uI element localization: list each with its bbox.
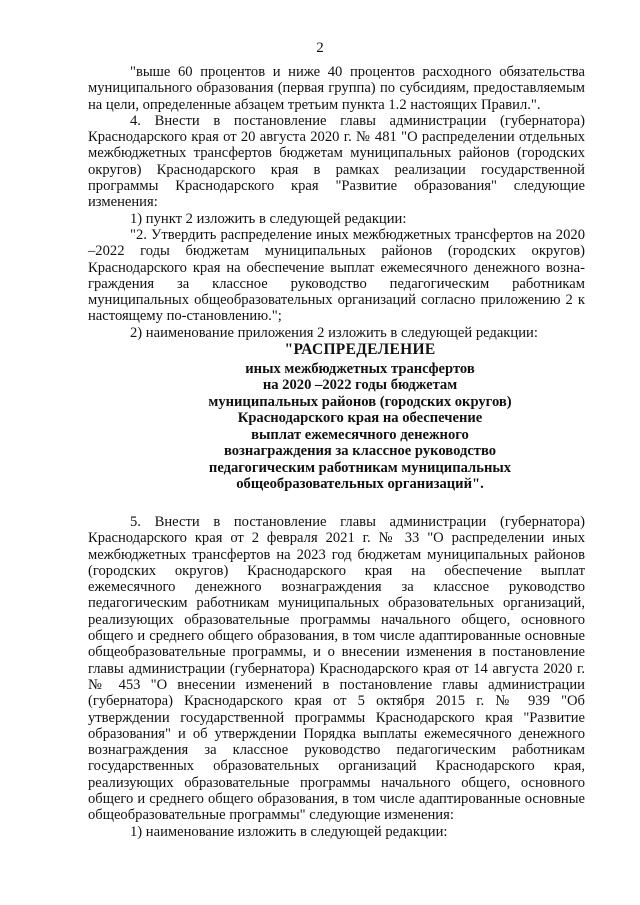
appendix-title <box>150 342 570 493</box>
paragraph-quote-end: "выше 60 процентов и ниже 40 процентов расходного обязательства муниципального образования (первая группа) по субсидиям, предоставляемым на цели, определенные абзацем третьим пункта 1.2 настоящих Правил.". <box>88 64 585 113</box>
appendix-title-line: иных межбюджетных трансфертов <box>245 360 475 377</box>
appendix-title-line: муниципальных районов (городских округов) <box>208 393 512 410</box>
appendix-title-line: педагогическим работникам муниципальных <box>208 459 512 476</box>
text-block-top <box>88 64 585 341</box>
paragraph-item-4: 4. Внести в постановление главы администрации (губернатора) Краснодарского края от 20 августа 2020 г. № 481 "О распределении отдельных межбюджетных трансфертов бюджетам муниципальных районов (городских округов) Краснодарского края в рамках реализации государственной программы Краснодарского края "Развитие образования" следующие изменения: <box>88 112 585 211</box>
appendix-title-line: на 2020 –2022 годы бюджетам <box>262 377 458 393</box>
paragraph-item-5: 5. Внести в постановление главы администрации (губернатора) Краснодарского края от 2 февраля 2021 г. № 33 "О распределении иных межбюджетных трансфертов на 2023 год бюджетам муниципальных районов (городских округов) Краснодарского края на обеспечение выплат ежемесячного денежного вознаграждения за классное руководство педагогическим работникам муниципальных образовательных организаций, реализующих образовательные программы начального общего, основного общего и среднего общего образования, в том числе адаптированные основные общеобразовательные программы, и о внесении изменения в постановление главы администрации (губернатора) Краснодарского края от 14 августа 2020 г. № 453 "О внесении изменений в постановление главы администрации (губернатора) Краснодарского края от 5 октября 2015 г. № 939 "Об утверждении государственной программы Краснодарского края "Развитие образования" и об утверждении Порядка выплаты ежемесячного денежного вознаграждения за классное руководство педагогическим работникам государственных образовательных организаций Краснодарского края, реализующих образовательные программы начального общего, основного общего и среднего общего образования, в том числе адаптированные основные общеобразовательные программы" следующие изменения: <box>88 514 585 824</box>
paragraph-point-2-text: "2. Утвердить распределение иных межбюджетных трансфертов на 2020 –2022 годы бюджетам муниципальных районов (городских округов) Краснодарского края на обеспечение выплат ежемесячного денежного возна-граждения за классное руководство педагогическим работникам муниципальных общеобразовательных организаций согласно приложению 2 к настоящему по-становлению."; <box>88 226 585 325</box>
paragraph-subitem-1-name: 1) наименование изложить в следующей редакции: <box>130 823 448 840</box>
appendix-title-line: выплат ежемесячного денежного <box>251 426 469 443</box>
appendix-title-line: "РАСПРЕДЕЛЕНИЕ <box>284 341 436 358</box>
appendix-title-line: Краснодарского края на обеспечение <box>237 410 483 426</box>
text-block-bottom <box>88 514 585 840</box>
page-number: 2 <box>316 40 324 56</box>
appendix-title-line: вознаграждения за классное руководство <box>223 443 497 459</box>
appendix-title-line: общеобразовательных организаций". <box>236 476 484 492</box>
paragraph-subitem-2: 2) наименование приложения 2 изложить в следующей редакции: <box>130 324 538 341</box>
paragraph-subitem-1: 1) пункт 2 изложить в следующей редакции: <box>130 210 407 227</box>
